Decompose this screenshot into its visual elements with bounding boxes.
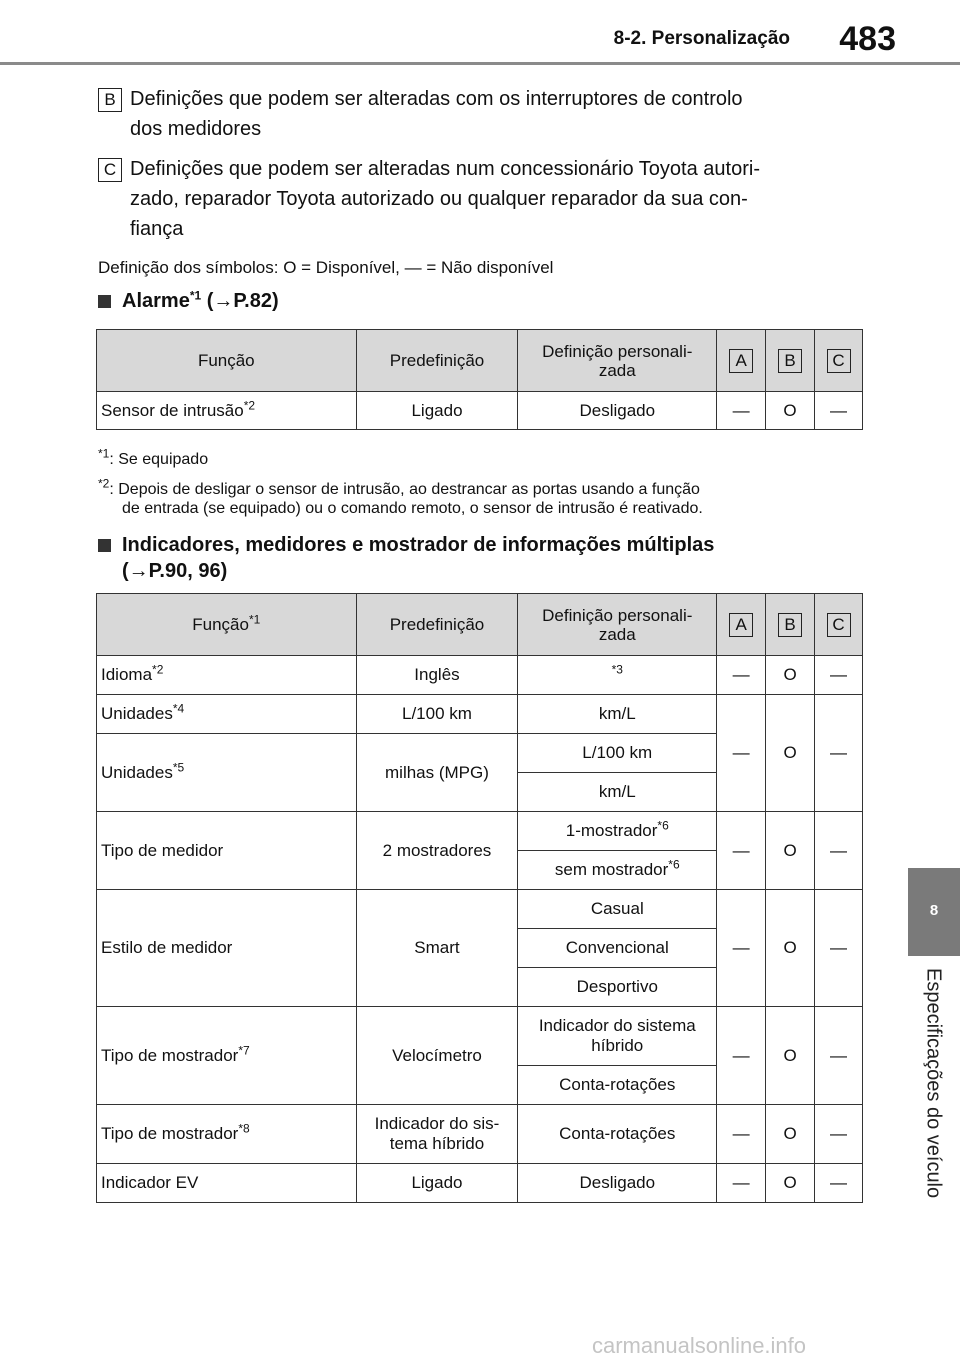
alarme-sup: *1 [189,288,202,303]
cell-defpers: Convencional [518,929,717,968]
col-a [717,594,766,656]
cell-b: O [766,656,815,695]
footnote-1: $^{*1}$: Se equipado [98,446,209,468]
cell-c: — [815,392,863,430]
letter-a-box: A [729,349,753,373]
cell-c: — [815,1007,863,1105]
cell-defpers: 1-mostrador$^{*6}$ [518,812,717,851]
heading-bullet-icon [98,539,111,552]
cell-predef: Indicador do sis- tema híbrido [356,1105,518,1164]
chapter-number: 8 [929,902,939,919]
cell-defpers: Desligado [518,392,717,430]
section-heading-indicadores [98,532,858,584]
cell-c: — [815,1105,863,1164]
cell-funcao: Unidades$^{*4}$ [97,695,357,734]
cell-predef: 2 mostradores [356,812,518,890]
cell-funcao: Estilo de medidor [97,890,357,1007]
cell-funcao: Idioma$^{*2}$ [97,656,357,695]
symbol-legend: Definição dos símbolos: O = Disponível, — = Não disponível [98,258,554,277]
section-heading-alarme [98,288,279,314]
col-c [815,594,863,656]
chapter-tab [908,868,960,956]
cell-b: O [766,1007,815,1105]
cell-predef: Velocímetro [356,1007,518,1105]
cell-defpers: L/100 km [518,734,717,773]
cell-a: — [717,392,766,430]
page-number: 483 [839,20,896,58]
paragraph-c-text: Definições que podem ser alteradas num concessionário Toyota autori- zado, reparador Toyota autorizado ou qualquer reparador da sua con- fiança [130,158,760,240]
cell-a: — [717,656,766,695]
table-row [97,392,863,430]
heading-bullet-icon [98,295,111,308]
table-row-estilo [97,890,863,929]
indicadores-ref: (→P.90, 96) [122,560,228,582]
cell-funcao: Tipo de mostrador$^{*8}$ [97,1105,357,1164]
chapter-label-text: Especificações do veículo [922,968,945,1199]
cell-b: O [766,1105,815,1164]
cell-funcao: Indicador EV [97,1164,357,1203]
table-row-indicador-ev [97,1164,863,1203]
cell-defpers: Conta-rotações [518,1066,717,1105]
cell-predef: Ligado [356,1164,518,1203]
table-header-row [97,330,863,392]
alarme-ref: (→P.82) [206,290,279,312]
alarme-title: Alarme [122,290,190,312]
cell-a: — [717,1164,766,1203]
col-funcao: Função$^{*1}$ [97,594,357,656]
cell-c: — [815,812,863,890]
cell-defpers: sem mostrador$^{*6}$ [518,851,717,890]
cell-c: — [815,890,863,1007]
col-b [766,330,815,392]
cell-defpers: Casual [518,890,717,929]
cell-predef: Smart [356,890,518,1007]
col-c [815,330,863,392]
col-definicao-personalizada: Definição personali- zada [518,330,717,392]
cell-b: O [766,890,815,1007]
cell-predef: Inglês [356,656,518,695]
cell-defpers: Indicador do sistema híbrido [518,1007,717,1066]
indicadores-table [96,593,863,1203]
table-row-tipo-mostrador-7 [97,1007,863,1066]
cell-funcao: Tipo de mostrador$^{*7}$ [97,1007,357,1105]
watermark: carmanualsonline.info [592,1333,807,1358]
cell-a: — [717,812,766,890]
col-definicao-personalizada: Definição personali- zada [518,594,717,656]
col-funcao: Função [97,330,357,392]
cell-defpers: *3 [518,656,717,695]
paragraph-b-text: Definições que podem ser alteradas com os interruptores de controlo dos medidores [130,88,743,140]
col-predefinicao: Predefinição [356,594,518,656]
letter-c-box: C [827,349,851,373]
col-b [766,594,815,656]
cell-defpers: Desportivo [518,968,717,1007]
letter-b-box: B [778,613,802,637]
cell-defpers: Desligado [518,1164,717,1203]
paragraph-c [98,154,858,244]
table-row-idioma [97,656,863,695]
cell-c: — [815,656,863,695]
table-row-tipo-medidor [97,812,863,851]
cell-b: O [766,1164,815,1203]
paragraph-b [98,84,858,144]
col-a [717,330,766,392]
letter-c-box: C [98,158,122,182]
cell-b: O [766,392,815,430]
table-row-tipo-mostrador-8 [97,1105,863,1164]
cell-b: O [766,812,815,890]
cell-funcao: Sensor de intrusão$^{*2}$ [97,392,357,430]
page-header [0,0,960,66]
cell-a: — [717,1105,766,1164]
footnote-2: $^{*2}$: Depois de desligar o sensor de intrusão, ao destrancar as portas usando a função de entrada (se equipado) ou o comando remoto, o sensor de intrusão é reativado. [98,476,703,517]
table-row-unidades-4 [97,695,863,734]
indicadores-title: Indicadores, medidores e mostrador de informações múltiplas [122,534,715,556]
letter-b-box: B [98,88,122,112]
cell-c: — [815,1164,863,1203]
cell-defpers: Conta-rotações [518,1105,717,1164]
col-predefinicao: Predefinição [356,330,518,392]
alarme-table [96,329,863,430]
cell-a: — [717,890,766,1007]
cell-c: — [815,695,863,812]
section-title: 8-2. Personalização [613,28,790,49]
table-header-row [97,594,863,656]
cell-defpers: km/L [518,695,717,734]
cell-a: — [717,695,766,812]
chapter-label [913,968,953,1228]
cell-funcao: Unidades$^{*5}$ [97,734,357,812]
header-rule [0,62,960,65]
cell-defpers: km/L [518,773,717,812]
letter-b-box: B [778,349,802,373]
letter-a-box: A [729,613,753,637]
cell-a: — [717,1007,766,1105]
cell-predef: Ligado [356,392,518,430]
cell-predef: milhas (MPG) [356,734,518,812]
letter-c-box: C [827,613,851,637]
cell-predef: L/100 km [356,695,518,734]
cell-funcao: Tipo de medidor [97,812,357,890]
cell-b: O [766,695,815,812]
